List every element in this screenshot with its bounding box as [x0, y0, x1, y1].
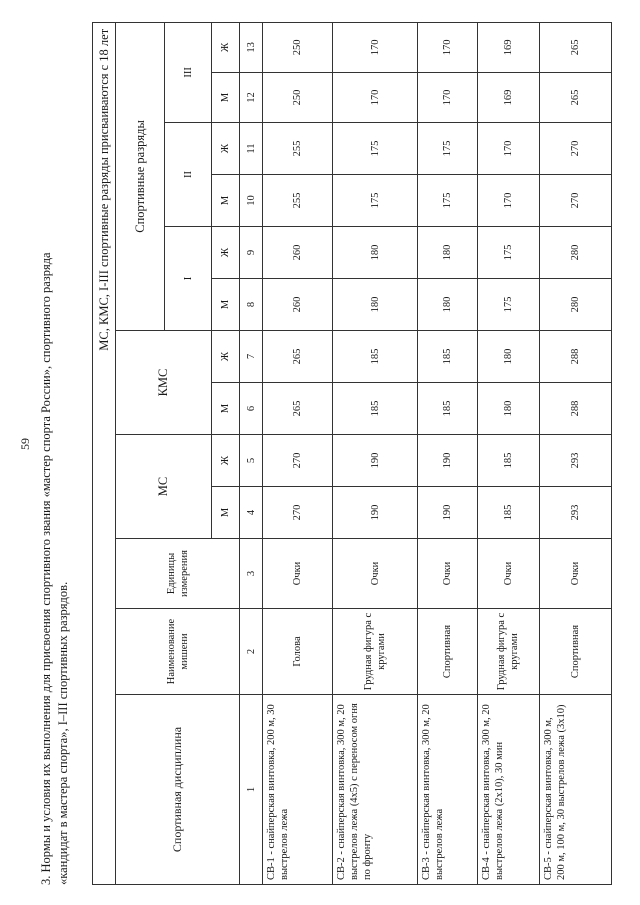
target-cell: Спортивная [539, 609, 611, 695]
value-cell: 180 [418, 279, 477, 331]
value-cell: 175 [333, 175, 418, 227]
value-cell: 190 [418, 435, 477, 487]
discipline-cell: СВ-4 - снайперская винтовка, 300 м, 20 выстрелов лежа (2х10), 30 мин [477, 695, 539, 885]
table-caption: МС, КМС, I-III спортивные разряды присваиваются с 18 лет [93, 22, 116, 884]
value-cell: 288 [539, 383, 611, 435]
value-cell: 170 [477, 123, 539, 175]
column-number: 1 [240, 695, 263, 885]
column-numbers-row [240, 22, 263, 884]
value-cell: 250 [263, 73, 333, 123]
table-body [263, 22, 612, 884]
column-number: 4 [240, 487, 263, 539]
header-ms: МС [116, 435, 212, 539]
value-cell: 185 [477, 435, 539, 487]
unit-cell: Очки [263, 539, 333, 609]
unit-cell: Очки [539, 539, 611, 609]
value-cell: 293 [539, 435, 611, 487]
value-cell: 170 [333, 73, 418, 123]
header-rank3-m: М [211, 73, 239, 123]
column-number: 9 [240, 227, 263, 279]
value-cell: 190 [418, 487, 477, 539]
value-cell: 185 [418, 331, 477, 383]
header-rank2-m: М [211, 175, 239, 227]
discipline-cell: СВ-5 - снайперская винтовка, 300 м, 200 м, 100 м, 30 выстрелов лежа (3х10) [539, 695, 611, 885]
value-cell: 255 [263, 123, 333, 175]
target-cell: Спортивная [418, 609, 477, 695]
header-rank-2: II [165, 123, 211, 227]
value-cell: 175 [477, 279, 539, 331]
table-row [539, 22, 611, 884]
column-number: 8 [240, 279, 263, 331]
value-cell: 180 [333, 279, 418, 331]
value-cell: 180 [333, 227, 418, 279]
value-cell: 260 [263, 227, 333, 279]
column-number: 13 [240, 22, 263, 72]
value-cell: 170 [333, 22, 418, 72]
unit-cell: Очки [418, 539, 477, 609]
header-kms: КМС [116, 331, 212, 435]
value-cell: 170 [418, 22, 477, 72]
value-cell: 265 [263, 331, 333, 383]
table-row [477, 22, 539, 884]
table-row [418, 22, 477, 884]
header-unit: Единицы измерения [116, 539, 240, 609]
unit-cell: Очки [477, 539, 539, 609]
column-number: 2 [240, 609, 263, 695]
value-cell: 175 [477, 227, 539, 279]
discipline-cell: СВ-2 - снайперская винтовка, 300 м, 20 выстрелов лежа (4х5) с переносом огня по фронту [333, 695, 418, 885]
header-kms-m: М [211, 383, 239, 435]
target-cell: Голова [263, 609, 333, 695]
page-number: 59 [18, 438, 32, 450]
header-discipline: Спортивная дисциплина [116, 695, 240, 885]
header-rank1-w: Ж [211, 227, 239, 279]
header-ms-m: М [211, 487, 239, 539]
column-number: 5 [240, 435, 263, 487]
header-rank2-w: Ж [211, 123, 239, 175]
value-cell: 169 [477, 73, 539, 123]
section-heading [38, 25, 72, 885]
header-ms-w: Ж [211, 435, 239, 487]
target-cell: Грудная фигура с кругами [333, 609, 418, 695]
header-rank3-w: Ж [211, 22, 239, 72]
value-cell: 170 [418, 73, 477, 123]
discipline-cell: СВ-3 - снайперская винтовка, 300 м, 20 выстрелов лежа [418, 695, 477, 885]
value-cell: 265 [539, 73, 611, 123]
value-cell: 255 [263, 175, 333, 227]
value-cell: 190 [333, 435, 418, 487]
header-target: Наименование мишени [116, 609, 240, 695]
target-cell: Грудная фигура с кругами [477, 609, 539, 695]
value-cell: 170 [477, 175, 539, 227]
column-number: 7 [240, 331, 263, 383]
header-ranks: Спортивные разряды [116, 22, 165, 330]
value-cell: 175 [418, 123, 477, 175]
value-cell: 169 [477, 22, 539, 72]
value-cell: 175 [418, 175, 477, 227]
value-cell: 270 [263, 435, 333, 487]
value-cell: 280 [539, 227, 611, 279]
table-row [333, 22, 418, 884]
value-cell: 180 [418, 227, 477, 279]
column-number: 6 [240, 383, 263, 435]
value-cell: 280 [539, 279, 611, 331]
value-cell: 270 [263, 487, 333, 539]
unit-cell: Очки [333, 539, 418, 609]
value-cell: 265 [539, 22, 611, 72]
value-cell: 288 [539, 331, 611, 383]
header-kms-w: Ж [211, 331, 239, 383]
header-rank-1: I [165, 227, 211, 331]
value-cell: 185 [418, 383, 477, 435]
discipline-cell: СВ-1 - снайперская винтовка, 200 м, 30 выстрелов лежа [263, 695, 333, 885]
value-cell: 250 [263, 22, 333, 72]
value-cell: 260 [263, 279, 333, 331]
header-rank1-m: М [211, 279, 239, 331]
value-cell: 180 [477, 331, 539, 383]
value-cell: 270 [539, 175, 611, 227]
value-cell: 175 [333, 123, 418, 175]
column-number: 12 [240, 73, 263, 123]
value-cell: 270 [539, 123, 611, 175]
value-cell: 185 [333, 383, 418, 435]
heading-line-1: 3. Нормы и условия их выполнения для присвоения спортивного звания «мастер спорта России», спортивного разряда [39, 252, 53, 885]
value-cell: 185 [477, 487, 539, 539]
column-number: 10 [240, 175, 263, 227]
value-cell: 265 [263, 383, 333, 435]
norms-table [92, 22, 612, 885]
table-row [263, 22, 333, 884]
value-cell: 185 [333, 331, 418, 383]
column-number: 11 [240, 123, 263, 175]
value-cell: 293 [539, 487, 611, 539]
heading-line-2: «кандидат в мастера спорта», I–III спортивных разрядов. [56, 581, 70, 885]
value-cell: 190 [333, 487, 418, 539]
value-cell: 180 [477, 383, 539, 435]
header-rank-3: III [165, 22, 211, 122]
column-number: 3 [240, 539, 263, 609]
